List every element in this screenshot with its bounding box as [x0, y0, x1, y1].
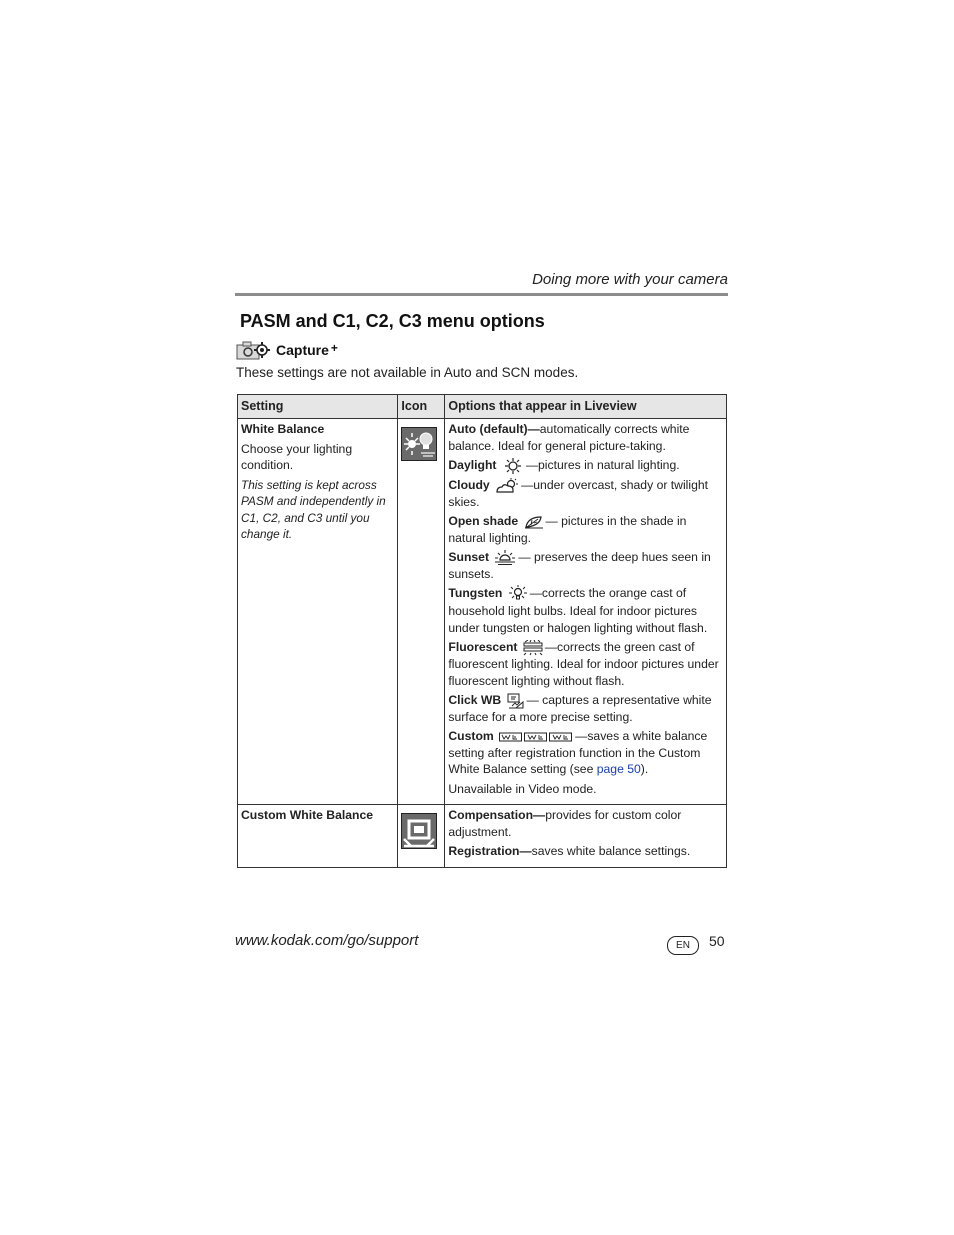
- support-url[interactable]: www.kodak.com/go/support: [235, 932, 419, 949]
- header-setting: Setting: [238, 395, 398, 419]
- running-header: Doing more with your camera: [532, 271, 728, 288]
- icon-cell: [398, 419, 445, 805]
- option-label: Custom: [448, 729, 494, 744]
- fluorescent-icon: [523, 640, 543, 656]
- option-label: Registration: [448, 844, 520, 859]
- option-text: automatically corrects white balance. Ideal for general picture-taking.: [448, 422, 690, 453]
- language-badge: EN: [667, 936, 699, 955]
- option-text: under overcast, shady or twilight skies.: [448, 477, 709, 509]
- option-click-wb: Click WB — captures a representative white surface for a more precise setting.: [448, 693, 712, 724]
- option-text: preserves the deep hues seen in sunsets.: [448, 550, 711, 581]
- setting-name: White Balance: [241, 422, 325, 436]
- intro-text: These settings are not available in Auto and SCN modes.: [236, 365, 579, 380]
- capture-label: [236, 340, 338, 360]
- option-label: Auto (default): [448, 422, 528, 436]
- tungsten-icon: [508, 585, 528, 603]
- option-text: pictures in the shade in natural lighting.: [448, 514, 687, 545]
- section-title: PASM and C1, C2, C3 menu options: [240, 311, 545, 331]
- option-footnote: Unavailable in Video mode.: [448, 781, 597, 796]
- open-shade-icon: [524, 515, 544, 529]
- option-label: Cloudy: [448, 477, 490, 492]
- option-text-after: ).: [640, 762, 649, 777]
- custom-white-balance-icon: [401, 813, 437, 849]
- header-rule: [235, 293, 728, 296]
- option-text: saves a white balance setting after registration function in the Custom White Balance setting (see: [448, 729, 708, 777]
- menu-options-table: [237, 394, 727, 868]
- camera-settings-icon: [236, 340, 272, 360]
- white-balance-icon: [401, 427, 437, 461]
- option-label: Compensation: [448, 808, 534, 823]
- option-tungsten: Tungsten —corrects the orange cast of household light bulbs. Ideal for indoor pictures under tungsten or halogen lighting without flash.: [448, 586, 708, 635]
- option-compensation: Compensation—provides for custom color adjustment.: [448, 808, 682, 839]
- page-link[interactable]: page 50: [596, 762, 641, 777]
- option-label: Sunset: [448, 550, 490, 565]
- option-label: Daylight: [448, 458, 497, 472]
- sunset-icon: [494, 550, 516, 566]
- option-text: saves white balance settings.: [531, 844, 691, 859]
- daylight-icon: [502, 458, 524, 474]
- option-text: provides for custom color adjustment.: [448, 808, 682, 839]
- table-row: [238, 805, 727, 868]
- option-custom: Custom —saves a white balance setting after registration function in the Custom White Balance setting (see page 50).: [448, 729, 708, 777]
- option-daylight: Daylight —pictures in natural lighting.: [448, 458, 680, 472]
- option-sunset: Sunset — preserves the deep hues seen in sunsets.: [448, 550, 711, 581]
- options-cell: [445, 419, 727, 805]
- click-wb-icon: [507, 693, 525, 709]
- setting-note: This setting is kept across PASM and independently in C1, C2, and C3 until you change it.: [241, 477, 386, 541]
- header-icon: Icon: [398, 395, 445, 419]
- setting-cell: [238, 805, 398, 868]
- capture-plus: +: [330, 341, 338, 355]
- option-text: pictures in natural lighting.: [538, 458, 680, 472]
- cloudy-icon: [495, 478, 519, 494]
- option-registration: Registration—saves white balance settings.: [448, 844, 691, 859]
- option-text: corrects the orange cast of household light bulbs. Ideal for indoor pictures under tungsten or halogen lighting without flash.: [448, 586, 708, 635]
- setting-cell: [238, 419, 398, 805]
- option-label: Open shade: [448, 514, 519, 529]
- custom-wb-icon: [499, 731, 573, 743]
- setting-description: Choose your lighting condition.: [241, 441, 353, 472]
- option-label: Tungsten: [448, 586, 503, 601]
- option-fluorescent: Fluorescent —corrects the green cast of fluorescent lighting. Ideal for indoor pictures under fluorescent lighting without flash.: [448, 640, 719, 688]
- setting-name: Custom White Balance: [241, 808, 374, 823]
- option-open-shade: Open shade — pictures in the shade in natural lighting.: [448, 514, 687, 545]
- icon-cell: [398, 805, 445, 868]
- capture-label-text: Capture: [276, 342, 329, 358]
- option-text: captures a representative white surface for a more precise setting.: [448, 693, 712, 724]
- option-auto: Auto (default)—automatically corrects white balance. Ideal for general picture-taking.: [448, 422, 690, 453]
- option-text: corrects the green cast of fluorescent lighting. Ideal for indoor pictures under fluorescent lighting without flash.: [448, 640, 719, 688]
- page-number: 50: [709, 933, 725, 949]
- option-label: Fluorescent: [448, 640, 518, 655]
- options-cell: [445, 805, 727, 868]
- option-label: Click WB: [448, 693, 502, 708]
- table-header-row: [238, 395, 727, 419]
- option-cloudy: Cloudy —under overcast, shady or twilight skies.: [448, 477, 709, 509]
- header-options: Options that appear in Liveview: [445, 395, 727, 419]
- table-row: [238, 419, 727, 805]
